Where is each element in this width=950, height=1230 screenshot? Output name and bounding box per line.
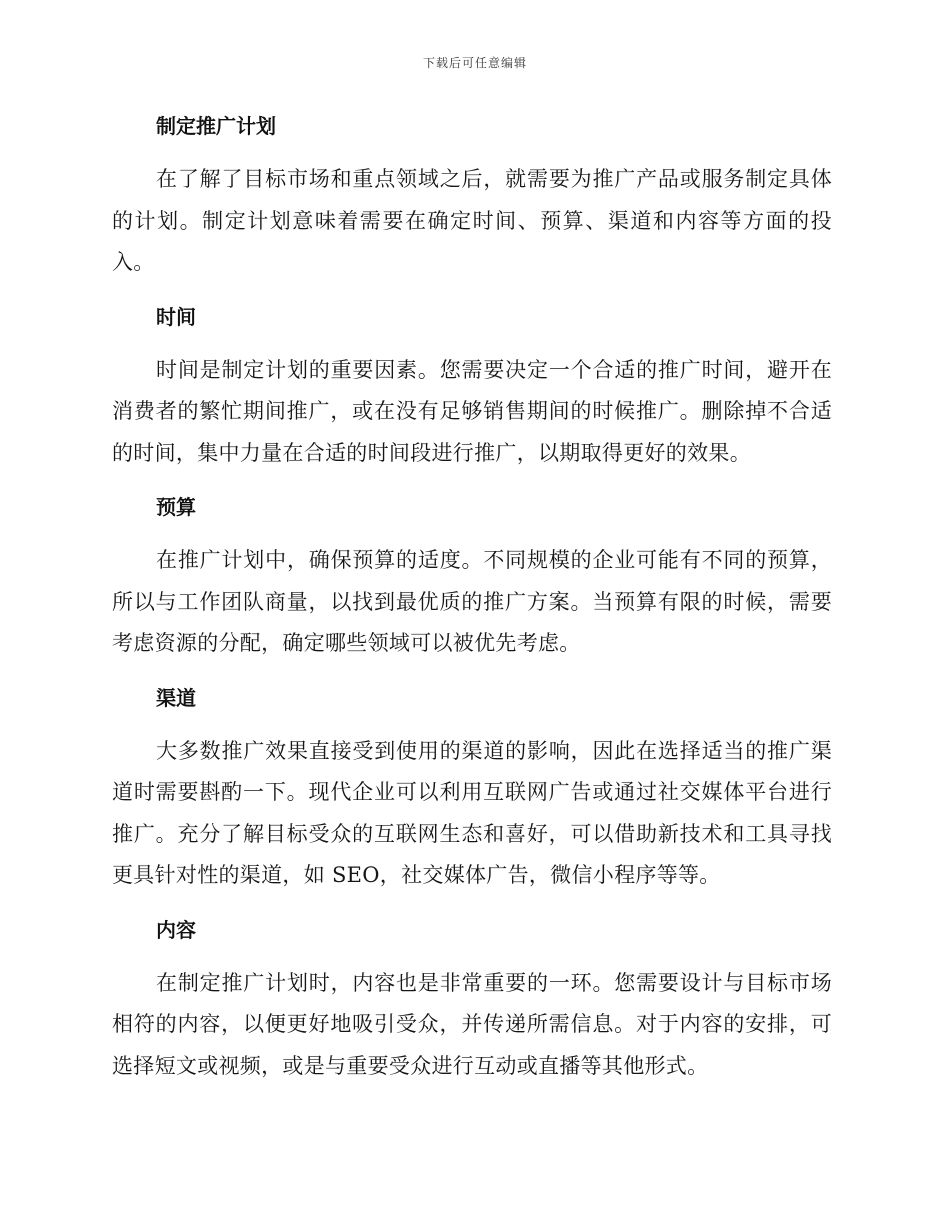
- section-heading: 内容: [156, 917, 196, 942]
- section-time: [112, 297, 832, 475]
- section-paragraph: 大多数推广效果直接受到使用的渠道的影响，因此在选择适当的推广渠道时需要斟酌一下。现代企业可以利用互联网广告或通过社交媒体平台进行推广。充分了解目标受众的互联网生态和喜好，可以借助新技术和工具寻找更具针对性的渠道，如 SEO，社交媒体广告，微信小程序等等。: [112, 738, 832, 887]
- section-paragraph: 在了解了目标市场和重点领域之后，就需要为推广产品或服务制定具体的计划。制定计划意味着需要在确定时间、预算、渠道和内容等方面的投入。: [112, 167, 832, 274]
- section-channel: [112, 678, 832, 897]
- section-plan: [112, 106, 832, 284]
- section-heading: 渠道: [156, 685, 196, 710]
- section-paragraph: 在制定推广计划时，内容也是非常重要的一环。您需要设计与目标市场相符的内容，以便更好地吸引受众，并传递所需信息。对于内容的安排，可选择短文或视频，或是与重要受众进行互动或直播等其他形式。: [112, 970, 832, 1078]
- document-body: [112, 106, 832, 1100]
- page-header: 下载后可任意编辑: [422, 56, 527, 70]
- section-content: [112, 910, 832, 1088]
- section-paragraph: 时间是制定计划的重要因素。您需要决定一个合适的推广时间，避开在消费者的繁忙期间推广，或在没有足够销售期间的时候推广。删除掉不合适的时间，集中力量在合适的时间段进行推广，以期取得更好的效果。: [112, 357, 832, 465]
- section-budget: [112, 487, 832, 665]
- section-paragraph: 在推广计划中，确保预算的适度。不同规模的企业可能有不同的预算，所以与工作团队商量，以找到最优质的推广方案。当预算有限的时候，需要考虑资源的分配，确定哪些领域可以被优先考虑。: [112, 548, 832, 655]
- section-heading: 制定推广计划: [156, 114, 276, 138]
- section-heading: 时间: [156, 304, 196, 329]
- section-heading: 预算: [156, 495, 196, 519]
